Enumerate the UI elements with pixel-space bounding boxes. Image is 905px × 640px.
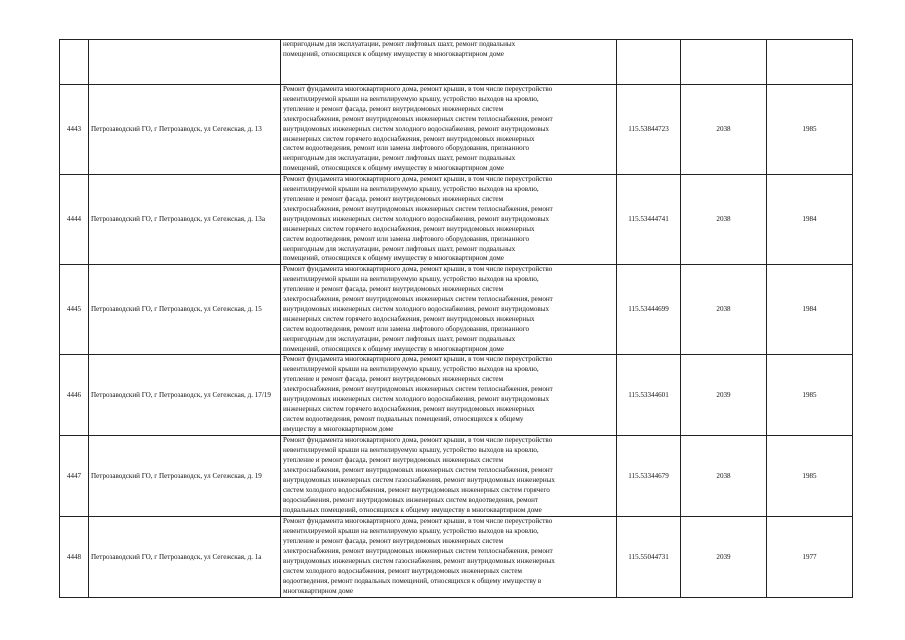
built-year-cell [767, 40, 853, 85]
year-cell: 2038 [681, 265, 767, 355]
row-number: 4444 [60, 175, 89, 265]
built-year-cell: 1984 [767, 175, 853, 265]
row-number: 4445 [60, 265, 89, 355]
table-row [60, 175, 853, 265]
row-number: 4443 [60, 85, 89, 175]
code-cell [617, 40, 681, 85]
works-cell: Ремонт фундамента многоквартирного дома, ремонт крыши, в том числе переустройство невентилируемой крыши на вентилируемую крышу, устройство выходов на кровлю, утепление и ремонт фасада, ремонт внутридомовых инженерных систем электроснабжения, ремонт внутридомовых инженерных систем теплоснабжения, ремонт внутридомовых инженерных систем холодного водоснабжения, ремонт внутридомовых инженерных систем горячего водоснабжения, ремонт внутридомовых инженерных систем водоотведения, ремонт подвальных помещений, относящихся к общему имуществу в многоквартирном доме [281, 355, 617, 436]
year-cell: 2039 [681, 517, 767, 598]
row-number: 4446 [60, 355, 89, 436]
works-cell: непригодным для эксплуатации, ремонт лифтовых шахт, ремонт подвальных помещений, относящихся к общему имуществу в многоквартирном доме [281, 40, 617, 85]
built-year-cell: 1984 [767, 265, 853, 355]
built-year-cell: 1985 [767, 355, 853, 436]
table-row [60, 85, 853, 175]
table-row [60, 436, 853, 517]
address-cell: Петрозаводский ГО, г Петрозаводск, ул Сегежская, д. 15 [89, 265, 281, 355]
year-cell: 2038 [681, 175, 767, 265]
year-cell: 2039 [681, 355, 767, 436]
address-cell: Петрозаводский ГО, г Петрозаводск, ул Сегежская, д. 19 [89, 436, 281, 517]
code-cell: 115.55044731 [617, 517, 681, 598]
row-number: 4448 [60, 517, 89, 598]
works-cell: Ремонт фундамента многоквартирного дома, ремонт крыши, в том числе переустройство невентилируемой крыши на вентилируемую крышу, устройство выходов на кровлю, утепление и ремонт фасада, ремонт внутридомовых инженерных систем электроснабжения, ремонт внутридомовых инженерных систем теплоснабжения, ремонт внутридомовых инженерных систем газоснабжения, ремонт внутридомовых инженерных систем холодного водоснабжения, ремонт внутридомовых инженерных систем горячего водоснабжения, ремонт внутридомовых инженерных систем водоотведения, ремонт подвальных помещений, относящихся к общему имуществу в многоквартирном доме [281, 436, 617, 517]
address-cell: Петрозаводский ГО, г Петрозаводск, ул Сегежская, д. 17/19 [89, 355, 281, 436]
works-cell: Ремонт фундамента многоквартирного дома, ремонт крыши, в том числе переустройство невентилируемой крыши на вентилируемую крышу, устройство выходов на кровлю, утепление и ремонт фасада, ремонт внутридомовых инженерных систем электроснабжения, ремонт внутридомовых инженерных систем теплоснабжения, ремонт внутридомовых инженерных систем газоснабжения, ремонт внутридомовых инженерных систем холодного водоснабжения, ремонт внутридомовых инженерных систем водоотведения, ремонт подвальных помещений, относящихся к общему имуществу в многоквартирном доме [281, 517, 617, 598]
table-row [60, 265, 853, 355]
year-cell [681, 40, 767, 85]
works-cell: Ремонт фундамента многоквартирного дома, ремонт крыши, в том числе переустройство невентилируемой крыши на вентилируемую крышу, устройство выходов на кровлю, утепление и ремонт фасада, ремонт внутридомовых инженерных систем электроснабжения, ремонт внутридомовых инженерных систем теплоснабжения, ремонт внутридомовых инженерных систем холодного водоснабжения, ремонт внутридомовых инженерных систем горячего водоснабжения, ремонт внутридомовых инженерных систем водоотведения, ремонт или замена лифтового оборудования, признанного непригодным для эксплуатации, ремонт лифтовых шахт, ремонт подвальных помещений, относящихся к общему имуществу в многоквартирном доме [281, 85, 617, 175]
address-cell: Петрозаводский ГО, г Петрозаводск, ул Сегежская, д. 13 [89, 85, 281, 175]
address-cell: Петрозаводский ГО, г Петрозаводск, ул Сегежская, д. 13а [89, 175, 281, 265]
address-cell [89, 40, 281, 85]
row-number [60, 40, 89, 85]
table-row [60, 40, 853, 85]
year-cell: 2038 [681, 436, 767, 517]
code-cell: 115.53844723 [617, 85, 681, 175]
code-cell: 115.53444699 [617, 265, 681, 355]
built-year-cell: 1977 [767, 517, 853, 598]
works-cell: Ремонт фундамента многоквартирного дома, ремонт крыши, в том числе переустройство невентилируемой крыши на вентилируемую крышу, устройство выходов на кровлю, утепление и ремонт фасада, ремонт внутридомовых инженерных систем электроснабжения, ремонт внутридомовых инженерных систем теплоснабжения, ремонт внутридомовых инженерных систем холодного водоснабжения, ремонт внутридомовых инженерных систем горячего водоснабжения, ремонт внутридомовых инженерных систем водоотведения, ремонт или замена лифтового оборудования, признанного непригодным для эксплуатации, ремонт лифтовых шахт, ремонт подвальных помещений, относящихся к общему имуществу в многоквартирном доме [281, 175, 617, 265]
built-year-cell: 1985 [767, 85, 853, 175]
code-cell: 115.53344679 [617, 436, 681, 517]
table-row [60, 355, 853, 436]
address-cell: Петрозаводский ГО, г Петрозаводск, ул Сегежская, д. 1а [89, 517, 281, 598]
built-year-cell: 1985 [767, 436, 853, 517]
year-cell: 2038 [681, 85, 767, 175]
code-cell: 115.53444741 [617, 175, 681, 265]
row-number: 4447 [60, 436, 89, 517]
table-row [60, 517, 853, 598]
register-table [59, 39, 853, 598]
works-cell: Ремонт фундамента многоквартирного дома, ремонт крыши, в том числе переустройство невентилируемой крыши на вентилируемую крышу, устройство выходов на кровлю, утепление и ремонт фасада, ремонт внутридомовых инженерных систем электроснабжения, ремонт внутридомовых инженерных систем теплоснабжения, ремонт внутридомовых инженерных систем холодного водоснабжения, ремонт внутридомовых инженерных систем горячего водоснабжения, ремонт внутридомовых инженерных систем водоотведения, ремонт или замена лифтового оборудования, признанного непригодным для эксплуатации, ремонт лифтовых шахт, ремонт подвальных помещений, относящихся к общему имуществу в многоквартирном доме [281, 265, 617, 355]
code-cell: 115.53344601 [617, 355, 681, 436]
